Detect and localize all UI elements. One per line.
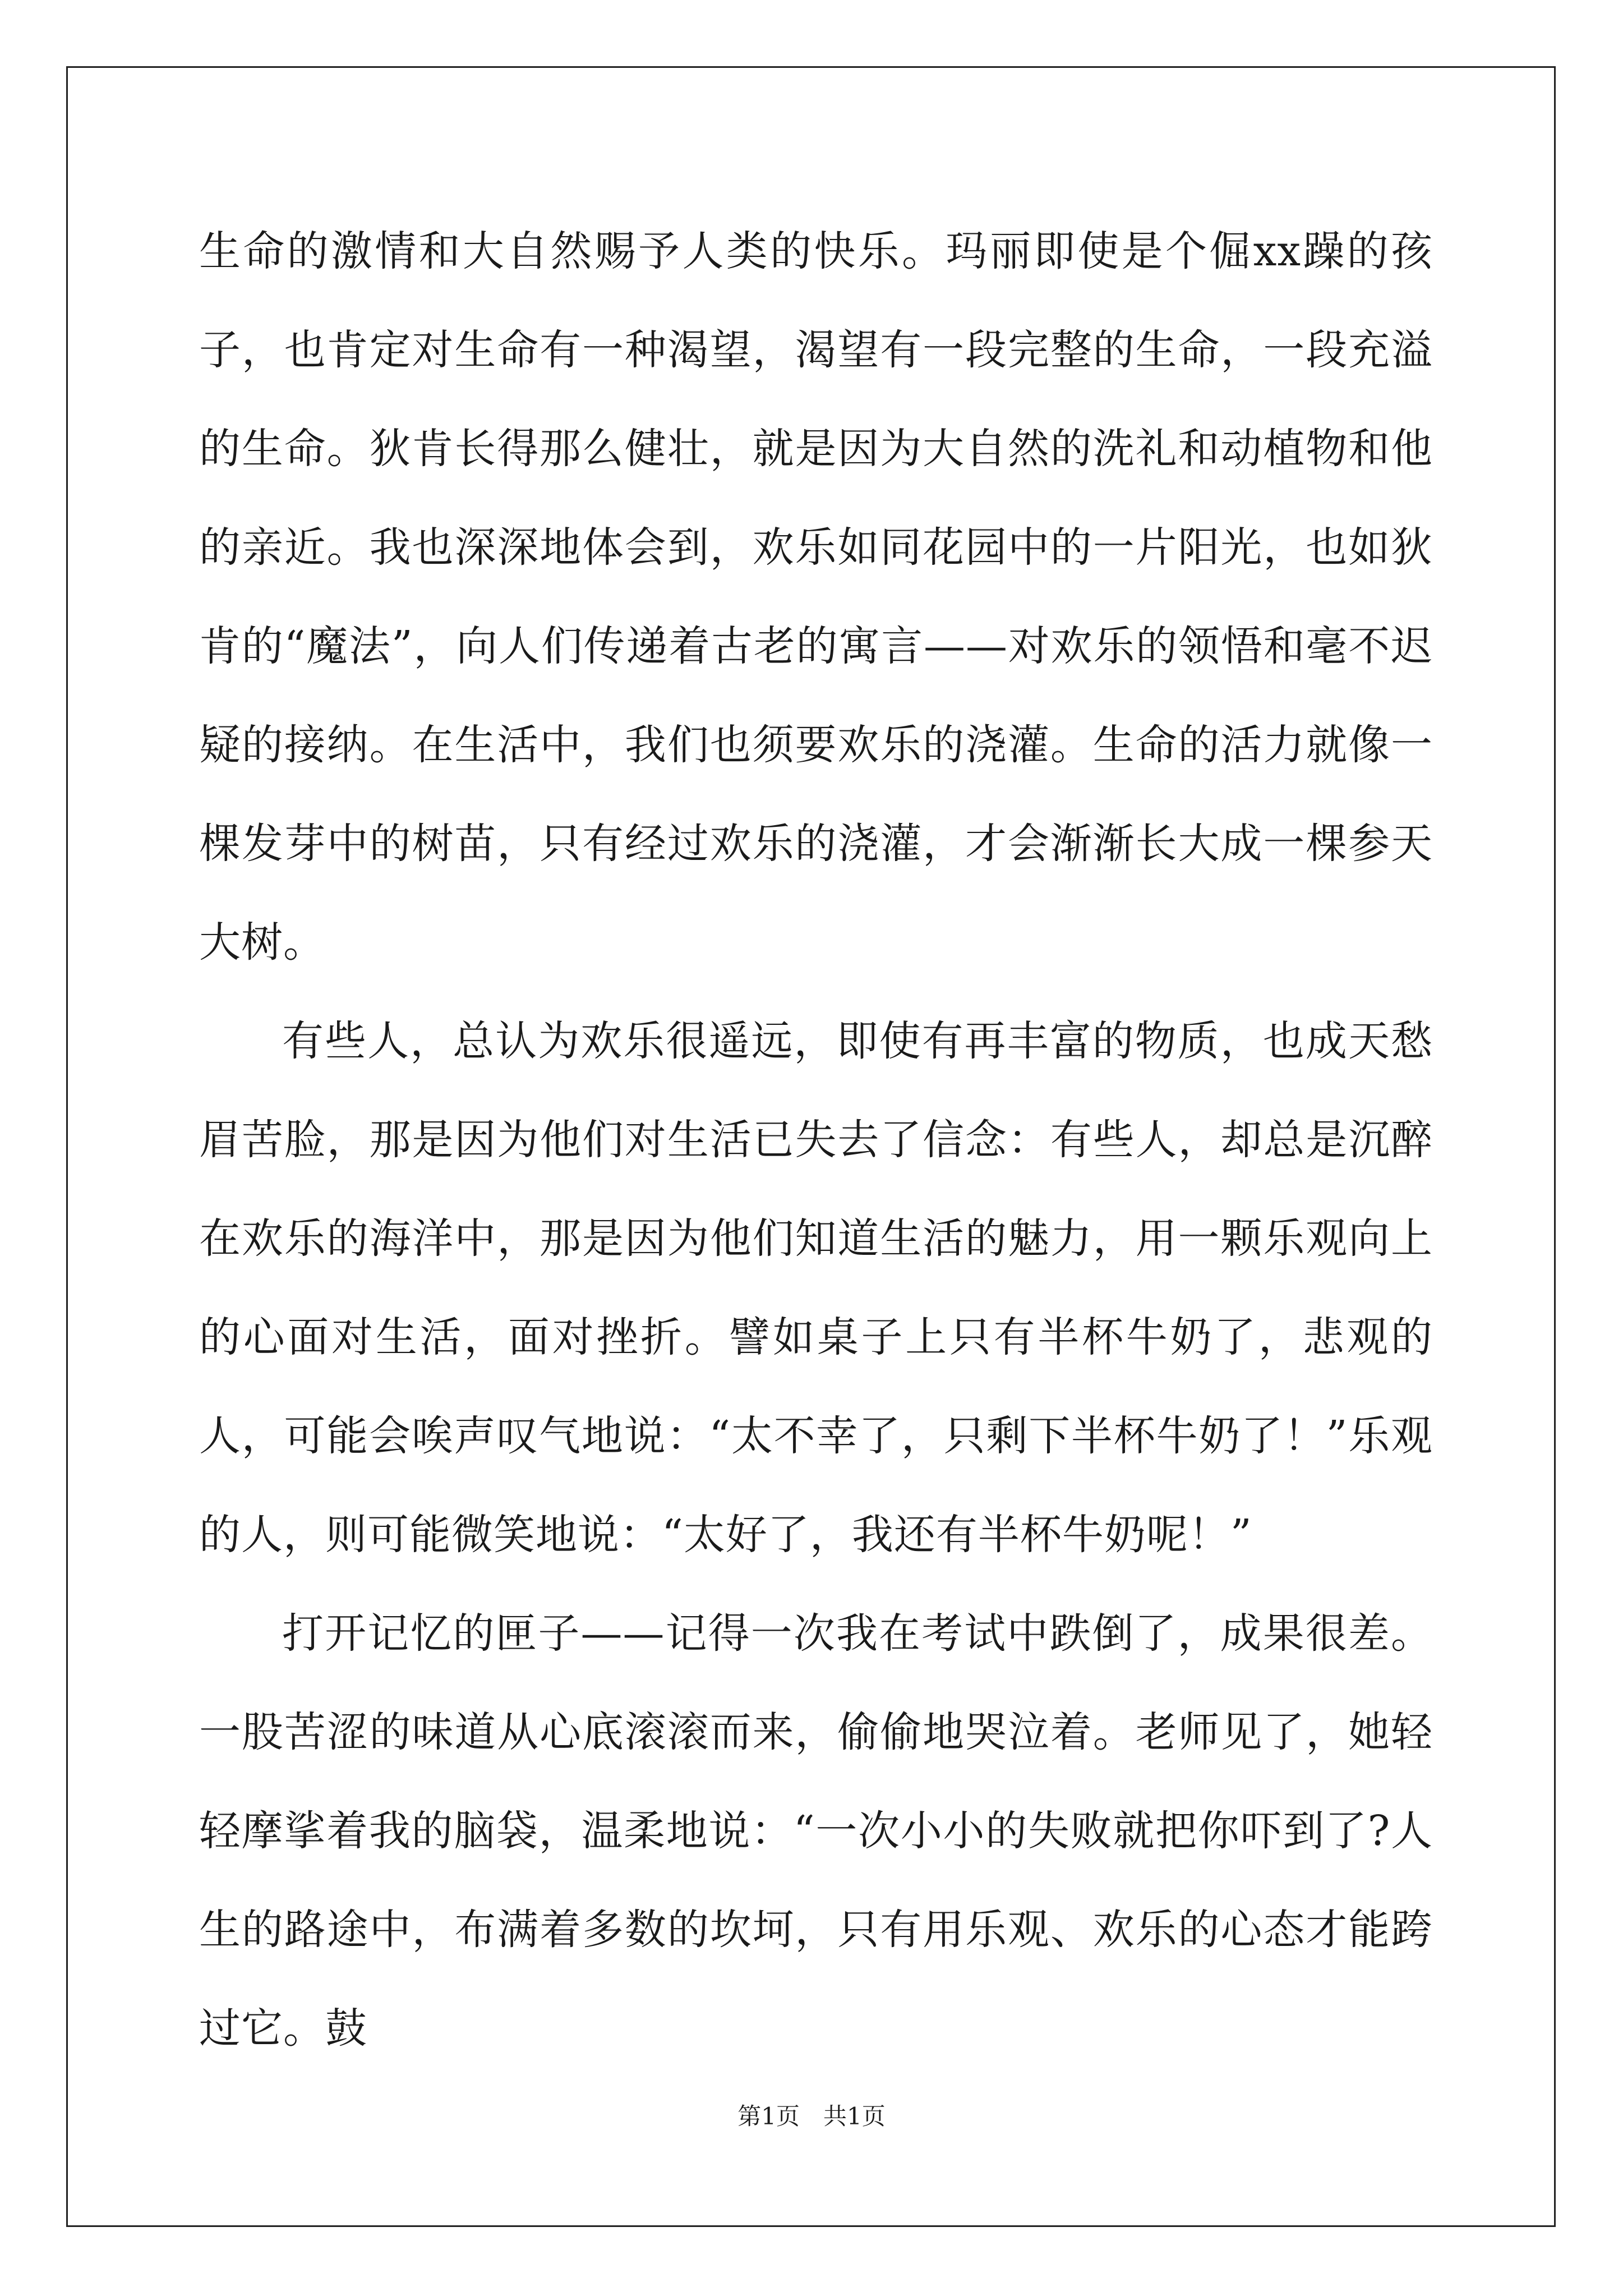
paragraph-2: 有些人，总认为欢乐很遥远，即使有再丰富的物质，也成天愁眉苦脸，那是因为他们对生活已失去了信念：有些人，却总是沉醉在欢乐的海洋中，那是因为他们知道生活的魅力，用一颗乐观向上的心面对生活，面对挫折。譬如桌子上只有半杯牛奶了，悲观的人，可能会唉声叹气地说：“太不幸了，只剩下半杯牛奶了！”乐观的人，则可能微笑地说：“太好了，我还有半杯牛奶呢！” xyxy=(199,1017,1433,1559)
paragraph-1: 生命的激情和大自然赐予人类的快乐。玛丽即使是个倔xx躁的孩子，也肯定对生命有一种渴望，渴望有一段完整的生命，一段充溢的生命。狄肯长得那么健壮，就是因为大自然的洗礼和动植物和他的亲近。我也深深地体会到，欢乐如同花园中的一片阳光，也如狄肯的“魔法”，向人们传递着古老的寓言——对欢乐的领悟和毫不迟疑的接纳。在生活中，我们也须要欢乐的浇灌。生命的活力就像一棵发芽中的树苗，只有经过欢乐的浇灌，才会渐渐长大成一棵参天大树。 xyxy=(199,227,1433,967)
page-footer: 第1页 共1页 xyxy=(737,2102,886,2130)
paragraph-3: 打开记忆的匣子——记得一次我在考试中跌倒了，成果很差。一股苦涩的味道从心底滚滚而来，偷偷地哭泣着。老师见了，她轻轻摩挲着我的脑袋，温柔地说：“一次小小的失败就把你吓到了?人生的路途中，布满着多数的坎坷，只有用乐观、欢乐的心态才能跨过它。鼓 xyxy=(199,1609,1433,2053)
document-body xyxy=(199,202,1433,2078)
